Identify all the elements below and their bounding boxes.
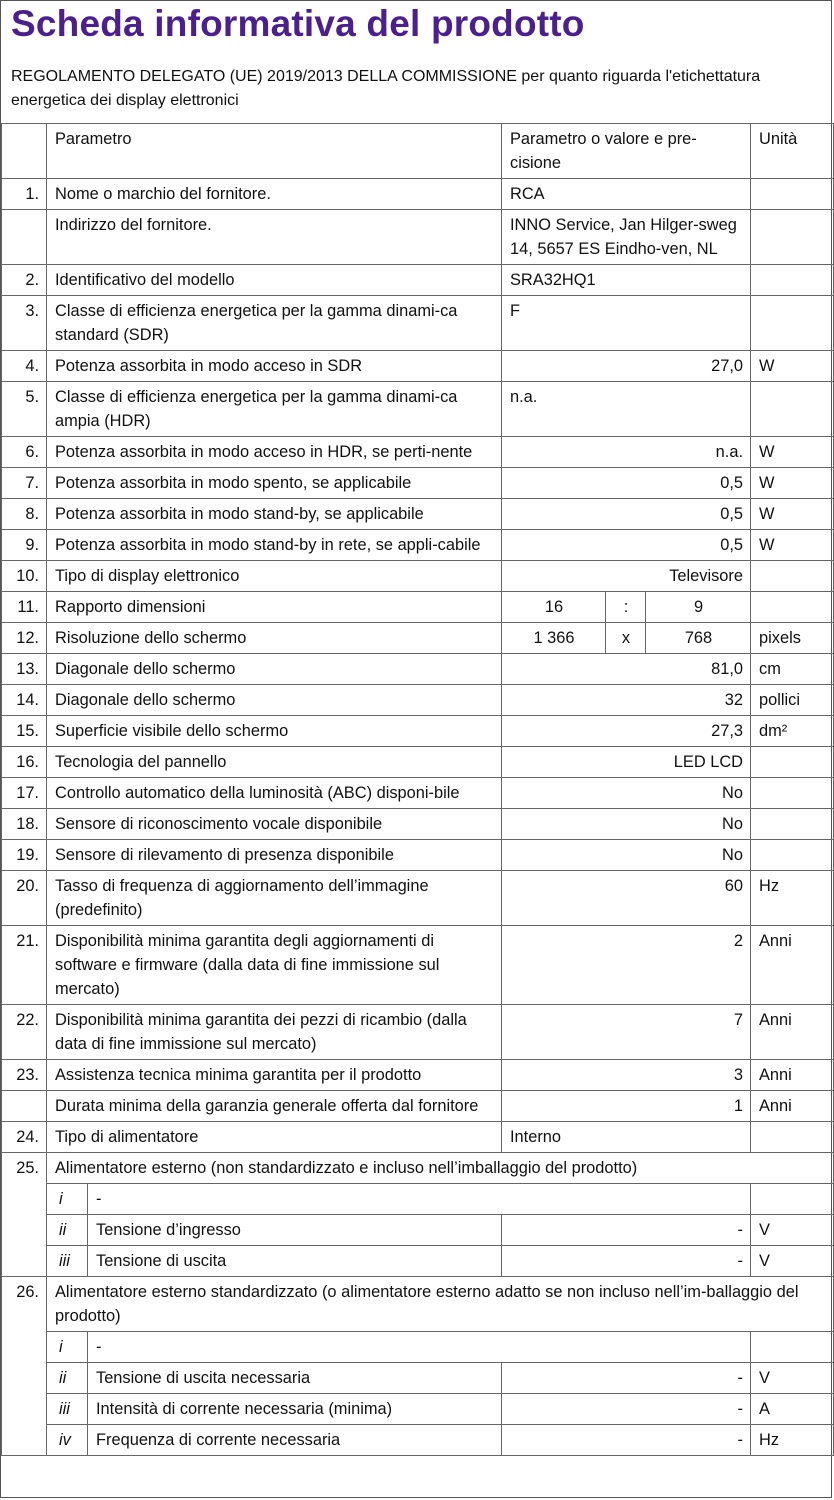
row-number: 6. [2, 437, 47, 468]
table-row [2, 351, 834, 382]
parameter-unit: W [751, 351, 834, 382]
parameter-unit [751, 296, 834, 351]
parameter-unit: Anni [751, 926, 834, 1005]
ext-item-row [2, 1184, 834, 1215]
parameter-label: Assistenza tecnica minima garantita per il prodotto [47, 1060, 502, 1091]
item-value: - [502, 1246, 751, 1277]
parameter-label: Diagonale dello schermo [47, 654, 502, 685]
row-number: 7. [2, 468, 47, 499]
item-label: Tensione di uscita necessaria [88, 1363, 502, 1394]
std-item-row [2, 1363, 834, 1394]
parameter-label: Durata minima della garanzia generale offerta dal fornitore [47, 1091, 502, 1122]
parameter-value: F [502, 296, 751, 351]
aspect-separator: : [606, 592, 646, 623]
parameter-unit: W [751, 468, 834, 499]
parameter-label: Potenza assorbita in modo acceso in SDR [47, 351, 502, 382]
parameter-value: No [502, 778, 751, 809]
parameter-value: 81,0 [502, 654, 751, 685]
parameter-label: Disponibilità minima garantita degli aggiornamenti di software e firmware (dalla data di fine immissione sul mercato) [47, 926, 502, 1005]
table-row [2, 840, 834, 871]
resolution-row [2, 623, 834, 654]
parameter-label: Diagonale dello schermo [47, 685, 502, 716]
aspect-value-a: 16 [502, 592, 606, 623]
row-number: 15. [2, 716, 47, 747]
ext-item-row [2, 1246, 834, 1277]
parameter-unit [751, 840, 834, 871]
parameter-value: 2 [502, 926, 751, 1005]
parameter-unit [751, 265, 834, 296]
item-unit [751, 1184, 834, 1215]
parameter-value: n.a. [502, 437, 751, 468]
parameter-unit: pixels [751, 623, 834, 654]
parameter-value: SRA32HQ1 [502, 265, 751, 296]
table-row [2, 499, 834, 530]
parameter-unit [751, 382, 834, 437]
parameter-label: Tipo di display elettronico [47, 561, 502, 592]
parameter-unit [751, 210, 834, 265]
row-number: 14. [2, 685, 47, 716]
row-number: 21. [2, 926, 47, 1005]
parameter-unit: W [751, 437, 834, 468]
table-row [2, 296, 834, 351]
parameter-value: 27,0 [502, 351, 751, 382]
parameter-label: Potenza assorbita in modo stand-by, se applicabile [47, 499, 502, 530]
std-item-row [2, 1425, 834, 1456]
std-section-title-row [2, 1277, 834, 1332]
spec-table [1, 123, 834, 1456]
row-number: 24. [2, 1122, 47, 1153]
parameter-value: No [502, 809, 751, 840]
row-number: 8. [2, 499, 47, 530]
parameter-label: Classe di efficienza energetica per la gamma dinami-ca ampia (HDR) [47, 382, 502, 437]
parameter-value: 27,3 [502, 716, 751, 747]
parameter-label: Potenza assorbita in modo spento, se applicabile [47, 468, 502, 499]
item-value: - [502, 1425, 751, 1456]
parameter-label: Superficie visibile dello schermo [47, 716, 502, 747]
row-number: 18. [2, 809, 47, 840]
item-unit: V [751, 1215, 834, 1246]
parameter-value: 32 [502, 685, 751, 716]
item-unit: Hz [751, 1425, 834, 1456]
parameter-unit [751, 592, 834, 623]
item-value: - [502, 1215, 751, 1246]
parameter-value: No [502, 840, 751, 871]
row-number: 26. [2, 1277, 47, 1456]
item-value: - [502, 1394, 751, 1425]
item-value: - [502, 1363, 751, 1394]
parameter-label: Classe di efficienza energetica per la gamma dinami-ca standard (SDR) [47, 296, 502, 351]
parameter-value: 0,5 [502, 499, 751, 530]
parameter-unit [751, 561, 834, 592]
parameter-label: Risoluzione dello schermo [47, 623, 502, 654]
item-label: - [88, 1332, 751, 1363]
parameter-label: Tasso di frequenza di aggiornamento dell’immagine (predefinito) [47, 871, 502, 926]
table-row [2, 382, 834, 437]
parameter-unit: W [751, 499, 834, 530]
table-row [2, 179, 834, 210]
parameter-label: Nome o marchio del fornitore. [47, 179, 502, 210]
parameter-label: Potenza assorbita in modo stand-by in rete, se appli-cabile [47, 530, 502, 561]
parameter-unit [751, 179, 834, 210]
spec-table-body [2, 124, 834, 1456]
parameter-label: Sensore di riconoscimento vocale disponibile [47, 809, 502, 840]
item-unit: V [751, 1246, 834, 1277]
parameter-unit: dm² [751, 716, 834, 747]
parameter-label: Potenza assorbita in modo acceso in HDR, se perti-nente [47, 437, 502, 468]
table-row [2, 265, 834, 296]
parameter-value: LED LCD [502, 747, 751, 778]
row-number: 23. [2, 1060, 47, 1091]
row-number: 12. [2, 623, 47, 654]
row-number: 10. [2, 561, 47, 592]
row-number: 22. [2, 1005, 47, 1060]
item-unit [751, 1332, 834, 1363]
parameter-value: 0,5 [502, 468, 751, 499]
row-number: 2. [2, 265, 47, 296]
parameter-value: n.a. [502, 382, 751, 437]
table-row [2, 210, 834, 265]
parameter-unit: Hz [751, 871, 834, 926]
item-label: Intensità di corrente necessaria (minima) [88, 1394, 502, 1425]
table-row [2, 747, 834, 778]
roman-index: ii [47, 1363, 88, 1394]
parameter-label: Rapporto dimensioni [47, 592, 502, 623]
table-row [2, 778, 834, 809]
item-label: Frequenza di corrente necessaria [88, 1425, 502, 1456]
row-number: 13. [2, 654, 47, 685]
aspect-value-b: 9 [646, 592, 751, 623]
roman-index: iii [47, 1246, 88, 1277]
parameter-value: 60 [502, 871, 751, 926]
item-label: - [88, 1184, 751, 1215]
row-number: 20. [2, 871, 47, 926]
parameter-label: Identificativo del modello [47, 265, 502, 296]
parameter-unit [751, 809, 834, 840]
parameter-value: Interno [502, 1122, 751, 1153]
page-title: Scheda informativa del prodotto [11, 3, 585, 44]
std-section-title: Alimentatore esterno standardizzato (o alimentatore esterno adatto se non incluso nell’im-ballaggio del prodotto) [47, 1277, 834, 1332]
item-unit: A [751, 1394, 834, 1425]
table-row [2, 926, 834, 1005]
table-row [2, 1091, 834, 1122]
parameter-value: 3 [502, 1060, 751, 1091]
table-row [2, 561, 834, 592]
row-number: 19. [2, 840, 47, 871]
parameter-unit: pollici [751, 685, 834, 716]
table-row [2, 716, 834, 747]
parameter-value: 0,5 [502, 530, 751, 561]
parameter-unit [751, 747, 834, 778]
item-label: Tensione di uscita [88, 1246, 502, 1277]
row-number: 16. [2, 747, 47, 778]
parameter-label: Controllo automatico della luminosità (ABC) disponi-bile [47, 778, 502, 809]
row-number [2, 210, 47, 265]
parameter-label: Tipo di alimentatore [47, 1122, 502, 1153]
table-row [2, 530, 834, 561]
ext-section-title-row [2, 1153, 834, 1184]
column-header-value: Parametro o valore e pre-cisione [502, 124, 751, 179]
parameter-unit: W [751, 530, 834, 561]
roman-index: iii [47, 1394, 88, 1425]
table-row [2, 468, 834, 499]
table-row [2, 654, 834, 685]
parameter-unit: cm [751, 654, 834, 685]
resolution-separator: x [606, 623, 646, 654]
resolution-value-a: 1 366 [502, 623, 606, 654]
parameter-unit: Anni [751, 1005, 834, 1060]
row-number [2, 1091, 47, 1122]
table-header-row [2, 124, 834, 179]
row-number: 25. [2, 1153, 47, 1277]
parameter-label: Sensore di rilevamento di presenza disponibile [47, 840, 502, 871]
parameter-value: INNO Service, Jan Hilger-sweg 14, 5657 ES Eindho-ven, NL [502, 210, 751, 265]
parameter-value: 1 [502, 1091, 751, 1122]
table-row [2, 871, 834, 926]
table-row [2, 685, 834, 716]
row-number: 4. [2, 351, 47, 382]
row-number: 3. [2, 296, 47, 351]
aspect-row [2, 592, 834, 623]
parameter-unit [751, 1122, 834, 1153]
std-item-row [2, 1332, 834, 1363]
table-row [2, 1005, 834, 1060]
roman-index: iv [47, 1425, 88, 1456]
parameter-unit: Anni [751, 1091, 834, 1122]
parameter-unit: Anni [751, 1060, 834, 1091]
column-header-unit: Unità [751, 124, 834, 179]
row-number: 17. [2, 778, 47, 809]
column-header-param: Parametro [47, 124, 502, 179]
row-number: 1. [2, 179, 47, 210]
parameter-value: Televisore [502, 561, 751, 592]
parameter-label: Indirizzo del fornitore. [47, 210, 502, 265]
resolution-value-b: 768 [646, 623, 751, 654]
parameter-value: 7 [502, 1005, 751, 1060]
item-unit: V [751, 1363, 834, 1394]
parameter-value: RCA [502, 179, 751, 210]
parameter-label: Tecnologia del pannello [47, 747, 502, 778]
std-item-row [2, 1394, 834, 1425]
row-number: 9. [2, 530, 47, 561]
parameter-unit [751, 778, 834, 809]
item-label: Tensione d’ingresso [88, 1215, 502, 1246]
ext-section-title: Alimentatore esterno (non standardizzato e incluso nell’imballaggio del prodotto) [47, 1153, 834, 1184]
table-row [2, 809, 834, 840]
table-row [2, 1060, 834, 1091]
roman-index: ii [47, 1215, 88, 1246]
power-supply-row [2, 1122, 834, 1153]
ext-item-row [2, 1215, 834, 1246]
row-number: 5. [2, 382, 47, 437]
row-number: 11. [2, 592, 47, 623]
table-row [2, 437, 834, 468]
roman-index: i [47, 1184, 88, 1215]
regulation-subtitle: REGOLAMENTO DELEGATO (UE) 2019/2013 DELLA COMMISSIONE per quanto riguarda l'etichettatura energetica dei display elettronici [11, 68, 761, 109]
parameter-label: Disponibilità minima garantita dei pezzi di ricambio (dalla data di fine immissione sul mercato) [47, 1005, 502, 1060]
roman-index: i [47, 1332, 88, 1363]
